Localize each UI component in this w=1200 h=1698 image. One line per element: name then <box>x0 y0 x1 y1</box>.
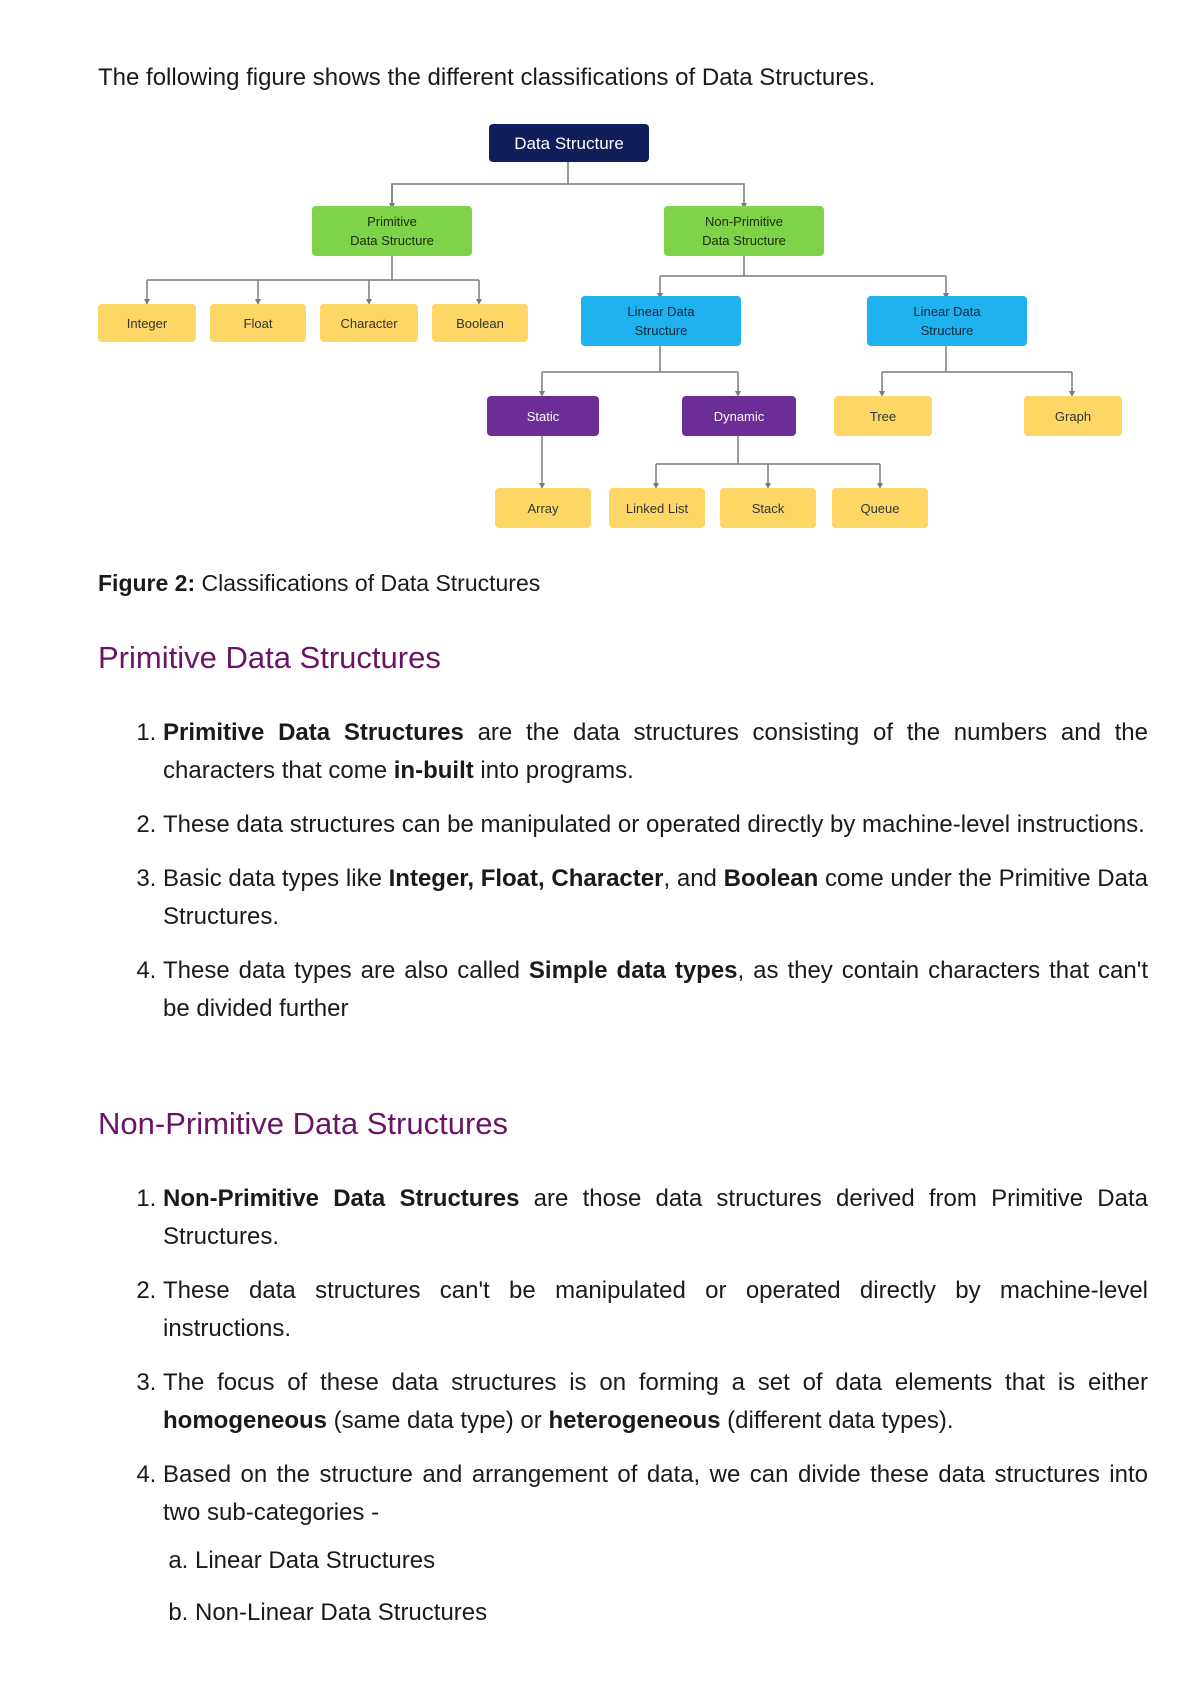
bold-text: homogeneous <box>163 1407 328 1434</box>
node-static-label: Static <box>526 409 560 424</box>
node-non-primitive <box>664 206 824 256</box>
text-run: Basic data types like <box>163 865 389 892</box>
text-run: (different data types). <box>720 1407 954 1434</box>
node-boolean <box>432 304 528 342</box>
text-run: These data structures can't be manipulated or operated directly by machine-level instructions. <box>163 1277 1148 1342</box>
node-linear-line2: Structure <box>634 323 688 338</box>
bold-text: Boolean <box>723 865 819 892</box>
bold-text: heterogeneous <box>548 1407 721 1434</box>
node-static <box>487 396 599 436</box>
list-item <box>163 1272 1148 1348</box>
figure-caption <box>98 570 540 597</box>
list-item <box>163 1456 1148 1632</box>
list-item <box>163 806 1148 844</box>
node-character <box>320 304 418 342</box>
node-tree <box>834 396 932 436</box>
sub-category-list <box>163 1542 1148 1632</box>
node-float <box>210 304 306 342</box>
node-data-structure <box>489 124 649 162</box>
node-float-label: Float <box>243 316 273 331</box>
primitive-heading: Primitive Data Structures <box>98 640 441 675</box>
node-integer <box>98 304 196 342</box>
node-stack-label: Stack <box>751 501 785 516</box>
bold-text: in-built <box>393 757 474 784</box>
list-item <box>163 1180 1148 1256</box>
caption-text: Classifications of Data Structures <box>195 570 541 596</box>
non-primitive-list <box>130 1180 1148 1648</box>
node-queue <box>832 488 928 528</box>
text-run: into programs. <box>473 757 634 784</box>
list-item <box>163 952 1148 1028</box>
node-dynamic-label: Dynamic <box>713 409 765 424</box>
node-boolean-label: Boolean <box>456 316 504 331</box>
node-linked-list <box>609 488 705 528</box>
node-graph-label: Graph <box>1054 409 1092 424</box>
intro-text: The following figure shows the different classifications of Data Structures. <box>98 64 876 91</box>
node-non-primitive-line2: Data Structure <box>702 233 786 248</box>
list-item <box>163 860 1148 936</box>
node-non-linear-line1: Linear Data <box>913 304 981 319</box>
primitive-list <box>130 714 1148 1044</box>
text-run: , and <box>663 865 724 892</box>
text-run: The focus of these data structures is on forming a set of data elements that is either <box>163 1369 1148 1396</box>
node-primitive <box>312 206 472 256</box>
list-item <box>163 714 1148 790</box>
text-run: come under the Primitive Data Structures. <box>163 865 1148 930</box>
non-primitive-heading: Non-Primitive Data Structures <box>98 1106 509 1141</box>
node-array-label: Array <box>527 501 559 516</box>
text-run: are the data structures consisting of the numbers and the characters that come <box>163 719 1148 784</box>
bold-text: Non-Primitive Data Structures <box>163 1185 520 1212</box>
node-tree-label: Tree <box>869 409 897 424</box>
classification-diagram <box>0 0 1200 560</box>
bold-text: Simple data types <box>528 957 738 984</box>
node-non-linear <box>867 296 1027 346</box>
node-non-linear-line2: Structure <box>920 323 974 338</box>
bold-text: Primitive Data Structures <box>163 719 464 746</box>
node-queue-label: Queue <box>860 501 900 516</box>
node-primitive-line1: Primitive <box>367 214 417 229</box>
node-linear <box>581 296 741 346</box>
node-character-label: Character <box>340 316 398 331</box>
node-graph <box>1024 396 1122 436</box>
node-stack <box>720 488 816 528</box>
text-run: These data structures can be manipulated or operated directly by machine-level instructions. <box>163 811 1145 838</box>
text-run: are those data structures derived from Primitive Data Structures. <box>163 1185 1148 1250</box>
node-primitive-line2: Data Structure <box>350 233 434 248</box>
node-integer-label: Integer <box>126 316 168 331</box>
node-linear-line1: Linear Data <box>627 304 695 319</box>
sub-list-item: b. Non-Linear Data Structures <box>195 1594 1148 1632</box>
node-dynamic <box>682 396 796 436</box>
text-run: , as they contain characters that can't be divided further <box>163 957 1149 1022</box>
node-non-primitive-line1: Non-Primitive <box>704 214 784 229</box>
caption-label: Figure 2: <box>98 570 196 596</box>
text-run: (same data type) or <box>327 1407 549 1434</box>
text-run: Based on the structure and arrangement of data, we can divide these data structures into two sub-categories - <box>163 1461 1148 1526</box>
text-run: These data types are also called <box>163 957 529 984</box>
sub-list-item: a. Linear Data Structures <box>195 1542 1148 1580</box>
list-item <box>163 1364 1148 1440</box>
node-linked-list-label: Linked List <box>625 501 689 516</box>
node-array <box>495 488 591 528</box>
node-data-structure-label: Data Structure <box>514 134 624 153</box>
bold-text: Integer, Float, Character <box>388 865 664 892</box>
